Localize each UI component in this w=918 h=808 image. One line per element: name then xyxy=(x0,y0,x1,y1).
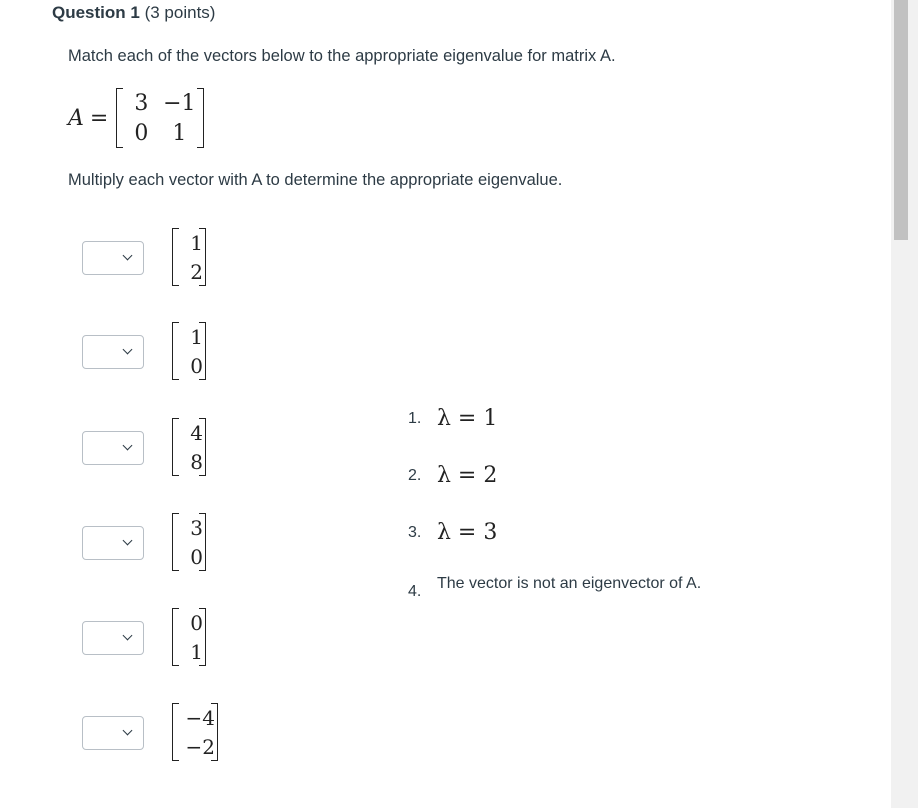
answer-dropdown[interactable] xyxy=(82,716,144,750)
vector xyxy=(172,322,206,380)
vector-top: 3 xyxy=(190,515,203,540)
answer-dropdown[interactable] xyxy=(82,431,144,465)
matrix-cell: −1 xyxy=(163,90,196,116)
chevron-down-icon xyxy=(123,345,133,355)
chevron-down-icon xyxy=(123,441,133,451)
vector xyxy=(172,418,206,476)
matrix-name: A xyxy=(68,105,84,131)
vector xyxy=(172,703,218,761)
match-row xyxy=(82,513,262,577)
match-row xyxy=(82,228,262,292)
vector-top: 1 xyxy=(190,324,203,349)
vector-bottom: 8 xyxy=(190,449,203,474)
option-number: 4. xyxy=(408,583,422,600)
vector xyxy=(172,513,206,571)
question-points: (3 points) xyxy=(144,3,216,22)
question-prompt: Match each of the vectors below to the appropriate eigenvalue for matrix A. xyxy=(68,47,616,65)
option-number: 2. xyxy=(408,466,422,484)
match-row xyxy=(82,322,262,386)
option-number: 1. xyxy=(408,409,422,427)
matrix-a xyxy=(68,86,204,150)
question-header xyxy=(52,3,215,23)
matrix-equals: = xyxy=(89,105,109,131)
question-instruction: Multiply each vector with A to determine the appropriate eigenvalue. xyxy=(68,171,563,189)
chevron-down-icon xyxy=(123,726,133,736)
vector-top: 4 xyxy=(190,420,203,445)
option-text: λ = 2 xyxy=(437,463,498,488)
chevron-down-icon xyxy=(123,251,133,261)
question-number: Question 1 xyxy=(52,3,140,22)
match-row xyxy=(82,418,262,482)
vertical-scrollbar[interactable] xyxy=(891,0,918,808)
answer-dropdown[interactable] xyxy=(82,526,144,560)
match-row xyxy=(82,703,262,767)
answer-dropdown[interactable] xyxy=(82,241,144,275)
vector-bottom: −2 xyxy=(185,734,215,759)
answer-dropdown[interactable] xyxy=(82,621,144,655)
vector-bottom: 1 xyxy=(190,639,203,664)
match-row xyxy=(82,608,262,672)
vector-bottom: 0 xyxy=(190,353,203,378)
chevron-down-icon xyxy=(123,536,133,546)
vector-top: 1 xyxy=(190,230,203,255)
vector-top: 0 xyxy=(190,610,203,635)
option-text: λ = 3 xyxy=(437,520,498,545)
answer-dropdown[interactable] xyxy=(82,335,144,369)
option-text: The vector is not an eigenvector of A. xyxy=(437,575,702,592)
vector-top: −4 xyxy=(185,705,215,730)
vector xyxy=(172,608,206,666)
vector xyxy=(172,228,206,286)
vector-bottom: 2 xyxy=(190,259,203,284)
matrix-cell: 1 xyxy=(172,120,187,146)
matrix-cell: 3 xyxy=(134,90,149,116)
chevron-down-icon xyxy=(123,631,133,641)
matrix-cell: 0 xyxy=(134,120,149,146)
option-item xyxy=(408,520,497,545)
option-number: 3. xyxy=(408,523,422,541)
option-item xyxy=(408,406,497,431)
option-item xyxy=(408,463,497,488)
option-text: λ = 1 xyxy=(437,406,498,431)
scrollbar-thumb[interactable] xyxy=(894,0,908,240)
vector-bottom: 0 xyxy=(190,544,203,569)
